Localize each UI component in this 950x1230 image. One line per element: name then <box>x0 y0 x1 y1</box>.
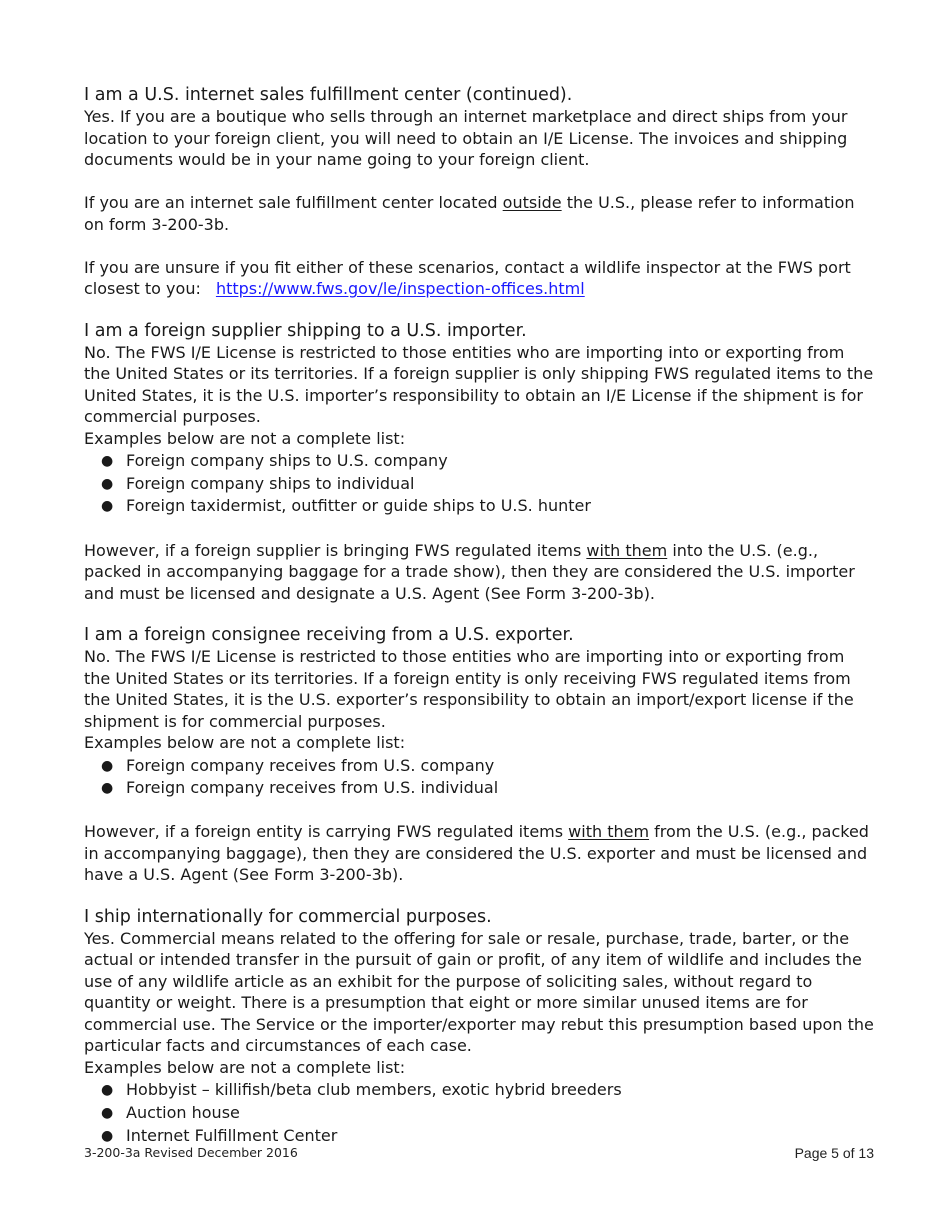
section-heading-foreign-supplier: I am a foreign supplier shipping to a U.S. importer. <box>84 320 527 341</box>
section1-outside-paragraph <box>84 192 874 235</box>
text-run: from the U.S. (e.g., packed in accompanying baggage), then they are considered the U.S. exporter and must be licensed and have a U.S. Agent (See Form 3-200-3b). <box>84 822 869 885</box>
section4-paragraph: Yes. Commercial means related to the offering for sale or resale, purchase, trade, barter, or the actual or intended transfer in the pursuit of gain or profit, of any item of wildlife and includes the use of any wildlife article as an exhibit for the purpose of soliciting sales, without regard to quantity or weight. There is a presumption that eight or more similar unused items are for commercial use. The Service or the importer/exporter may rebut this presumption based upon the particular facts and circumstances of each case. <box>84 928 874 1056</box>
list-item <box>84 1102 874 1125</box>
list-item <box>84 495 874 518</box>
section2-examples-label: Examples below are not a complete list: <box>84 428 406 448</box>
list-item-text: Foreign company ships to U.S. company <box>126 451 448 470</box>
list-item-text: Auction house <box>126 1103 240 1123</box>
text-run: However, if a foreign entity is carrying FWS regulated items <box>84 822 569 842</box>
text-run: However, if a foreign supplier is bringing FWS regulated items <box>84 540 587 560</box>
bullet-icon: ● <box>101 453 114 469</box>
section1-contact-paragraph <box>84 257 874 300</box>
bullet-icon: ● <box>101 780 114 797</box>
list-item-text: Foreign company receives from U.S. individual <box>126 778 499 798</box>
list-item <box>84 777 874 800</box>
bullet-icon: ● <box>101 498 114 515</box>
section-heading-foreign-consignee: I am a foreign consignee receiving from a U.S. exporter. <box>84 625 574 646</box>
underlined-phrase: with them <box>586 540 668 560</box>
bullet-icon: ● <box>101 757 114 774</box>
list-item <box>84 1079 874 1102</box>
bullet-icon: ● <box>101 1105 114 1122</box>
section-heading-fulfillment-continued: I am a U.S. internet sales fulfillment center (continued). <box>84 85 573 105</box>
list-item <box>84 473 874 496</box>
section1-paragraph: Yes. If you are a boutique who sells through an internet marketplace and direct ships from your location to your foreign client, you will need to obtain an I/E License. The invoices and shipping documents would be in your name going to your foreign client. <box>84 107 848 169</box>
section2-however-paragraph <box>84 540 874 605</box>
list-item-text: Foreign company ships to individual <box>126 473 415 493</box>
section2-bullet-list <box>84 450 874 518</box>
section-heading-commercial-shipping: I ship internationally for commercial purposes. <box>84 906 492 927</box>
text-run: If you are unsure if you fit either of these scenarios, contact a wildlife inspector at the FWS port closest to you: <box>84 257 851 298</box>
text-run: the U.S., please refer to information on form 3-200-3b. <box>84 193 855 234</box>
text-run: If you are an internet sale fulfillment center located <box>84 193 503 212</box>
form-revision-footer: 3-200-3a Revised December 2016 <box>84 1145 298 1160</box>
document-page <box>84 84 874 1148</box>
underlined-phrase: with them <box>568 822 650 842</box>
inspection-offices-link[interactable]: https://www.fws.gov/le/inspection-offices.html <box>215 279 585 298</box>
section4-bullet-list <box>84 1079 874 1147</box>
list-item <box>84 755 874 778</box>
list-item-text: Foreign company receives from U.S. company <box>126 755 495 775</box>
list-item-text: Hobbyist – killifish/beta club members, exotic hybrid breeders <box>126 1080 622 1100</box>
section3-bullet-list <box>84 755 874 800</box>
list-item-text: Internet Fulfillment Center <box>126 1125 338 1145</box>
bullet-icon: ● <box>101 475 114 492</box>
text-run: into the U.S. (e.g., packed in accompanying baggage for a trade show), then they are considered the U.S. importer and must be licensed and designate a U.S. Agent (See Form 3-200-3b). <box>84 540 855 603</box>
bullet-icon: ● <box>101 1082 114 1099</box>
underlined-word: outside <box>502 193 562 212</box>
bullet-icon: ● <box>101 1127 114 1144</box>
section3-however-paragraph <box>84 821 874 886</box>
section2-paragraph: No. The FWS I/E License is restricted to those entities who are importing into or exporting from the United States or its territories. If a foreign supplier is only shipping FWS regulated items to the United States, it is the U.S. importer’s responsibility to obtain an I/E License if the shipment is for commercial purposes. <box>84 342 874 426</box>
list-item-text: Foreign taxidermist, outfitter or guide ships to U.S. hunter <box>126 496 591 516</box>
section3-examples-label: Examples below are not a complete list: <box>84 733 406 753</box>
page-number: Page 5 of 13 <box>794 1145 874 1161</box>
section3-paragraph: No. The FWS I/E License is restricted to those entities who are importing into or exporting from the United States or its territories. If a foreign entity is only receiving FWS regulated items from the United States, it is the U.S. exporter’s responsibility to obtain an import/export license if the shipment is for commercial purposes. <box>84 647 854 731</box>
section4-examples-label: Examples below are not a complete list: <box>84 1057 406 1077</box>
list-item <box>84 450 874 473</box>
